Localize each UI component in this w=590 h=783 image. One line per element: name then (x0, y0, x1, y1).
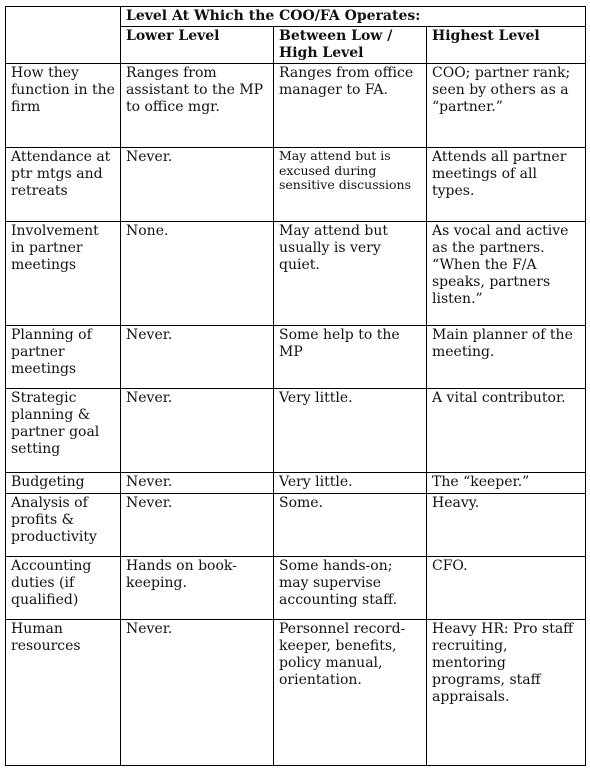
row-label: Strategic planning & partner goal setting (6, 389, 121, 473)
header-span-row (6, 7, 586, 27)
row-label: Budgeting (6, 473, 121, 494)
cell-lower: Ranges from assistant to the MP to office mgr. (121, 64, 274, 148)
cell-highest: As vocal and active as the partners. “When the F/A speaks, partners listen.” (427, 222, 586, 326)
cell-between: Personnel record-keeper, benefits, policy manual, orientation. (274, 620, 427, 766)
table-row (6, 620, 586, 766)
cell-highest: CFO. (427, 557, 586, 620)
table-row (6, 64, 586, 148)
row-label: Analysis of profits & productivity (6, 494, 121, 557)
table-row (6, 148, 586, 222)
cell-highest: A vital contributor. (427, 389, 586, 473)
cell-lower: Never. (121, 494, 274, 557)
cell-between: Very little. (274, 389, 427, 473)
row-label: Human resources (6, 620, 121, 766)
cell-between: Some hands-on; may supervise accounting staff. (274, 557, 427, 620)
cell-lower: Never. (121, 473, 274, 494)
cell-between: Some. (274, 494, 427, 557)
cell-between: Some help to the MP (274, 326, 427, 389)
table-row (6, 494, 586, 557)
row-label: Attendance at ptr mtgs and retreats (6, 148, 121, 222)
cell-lower: None. (121, 222, 274, 326)
row-label: Accounting duties (if qualified) (6, 557, 121, 620)
header-span-title: Level At Which the COO/FA Operates: (121, 7, 586, 27)
cell-lower: Never. (121, 326, 274, 389)
cell-lower: Never. (121, 389, 274, 473)
cell-highest: COO; partner rank; seen by others as a “partner.” (427, 64, 586, 148)
cell-lower: Never. (121, 148, 274, 222)
table-row (6, 557, 586, 620)
cell-lower: Hands on book-keeping. (121, 557, 274, 620)
row-label: How they function in the firm (6, 64, 121, 148)
row-label: Involvement in partner meetings (6, 222, 121, 326)
cell-between: May attend but is excused during sensitive discussions (274, 148, 427, 222)
header-highest-level: Highest Level (427, 27, 586, 64)
cell-highest: The “keeper.” (427, 473, 586, 494)
cell-highest: Main planner of the meeting. (427, 326, 586, 389)
header-lower-level: Lower Level (121, 27, 274, 64)
cell-highest: Heavy HR: Pro staff recruiting, mentoring programs, staff appraisals. (427, 620, 586, 766)
header-corner-cell (6, 7, 121, 64)
cell-between: Ranges from office manager to FA. (274, 64, 427, 148)
table-row (6, 222, 586, 326)
table-row (6, 326, 586, 389)
cell-highest: Heavy. (427, 494, 586, 557)
header-between-level: Between Low / High Level (274, 27, 427, 64)
cell-between: Very little. (274, 473, 427, 494)
table-row (6, 389, 586, 473)
cell-highest: Attends all partner meetings of all types. (427, 148, 586, 222)
cell-between: May attend but usually is very quiet. (274, 222, 427, 326)
table-row (6, 473, 586, 494)
cell-lower: Never. (121, 620, 274, 766)
coo-fa-level-table (5, 6, 586, 766)
row-label: Planning of partner meetings (6, 326, 121, 389)
